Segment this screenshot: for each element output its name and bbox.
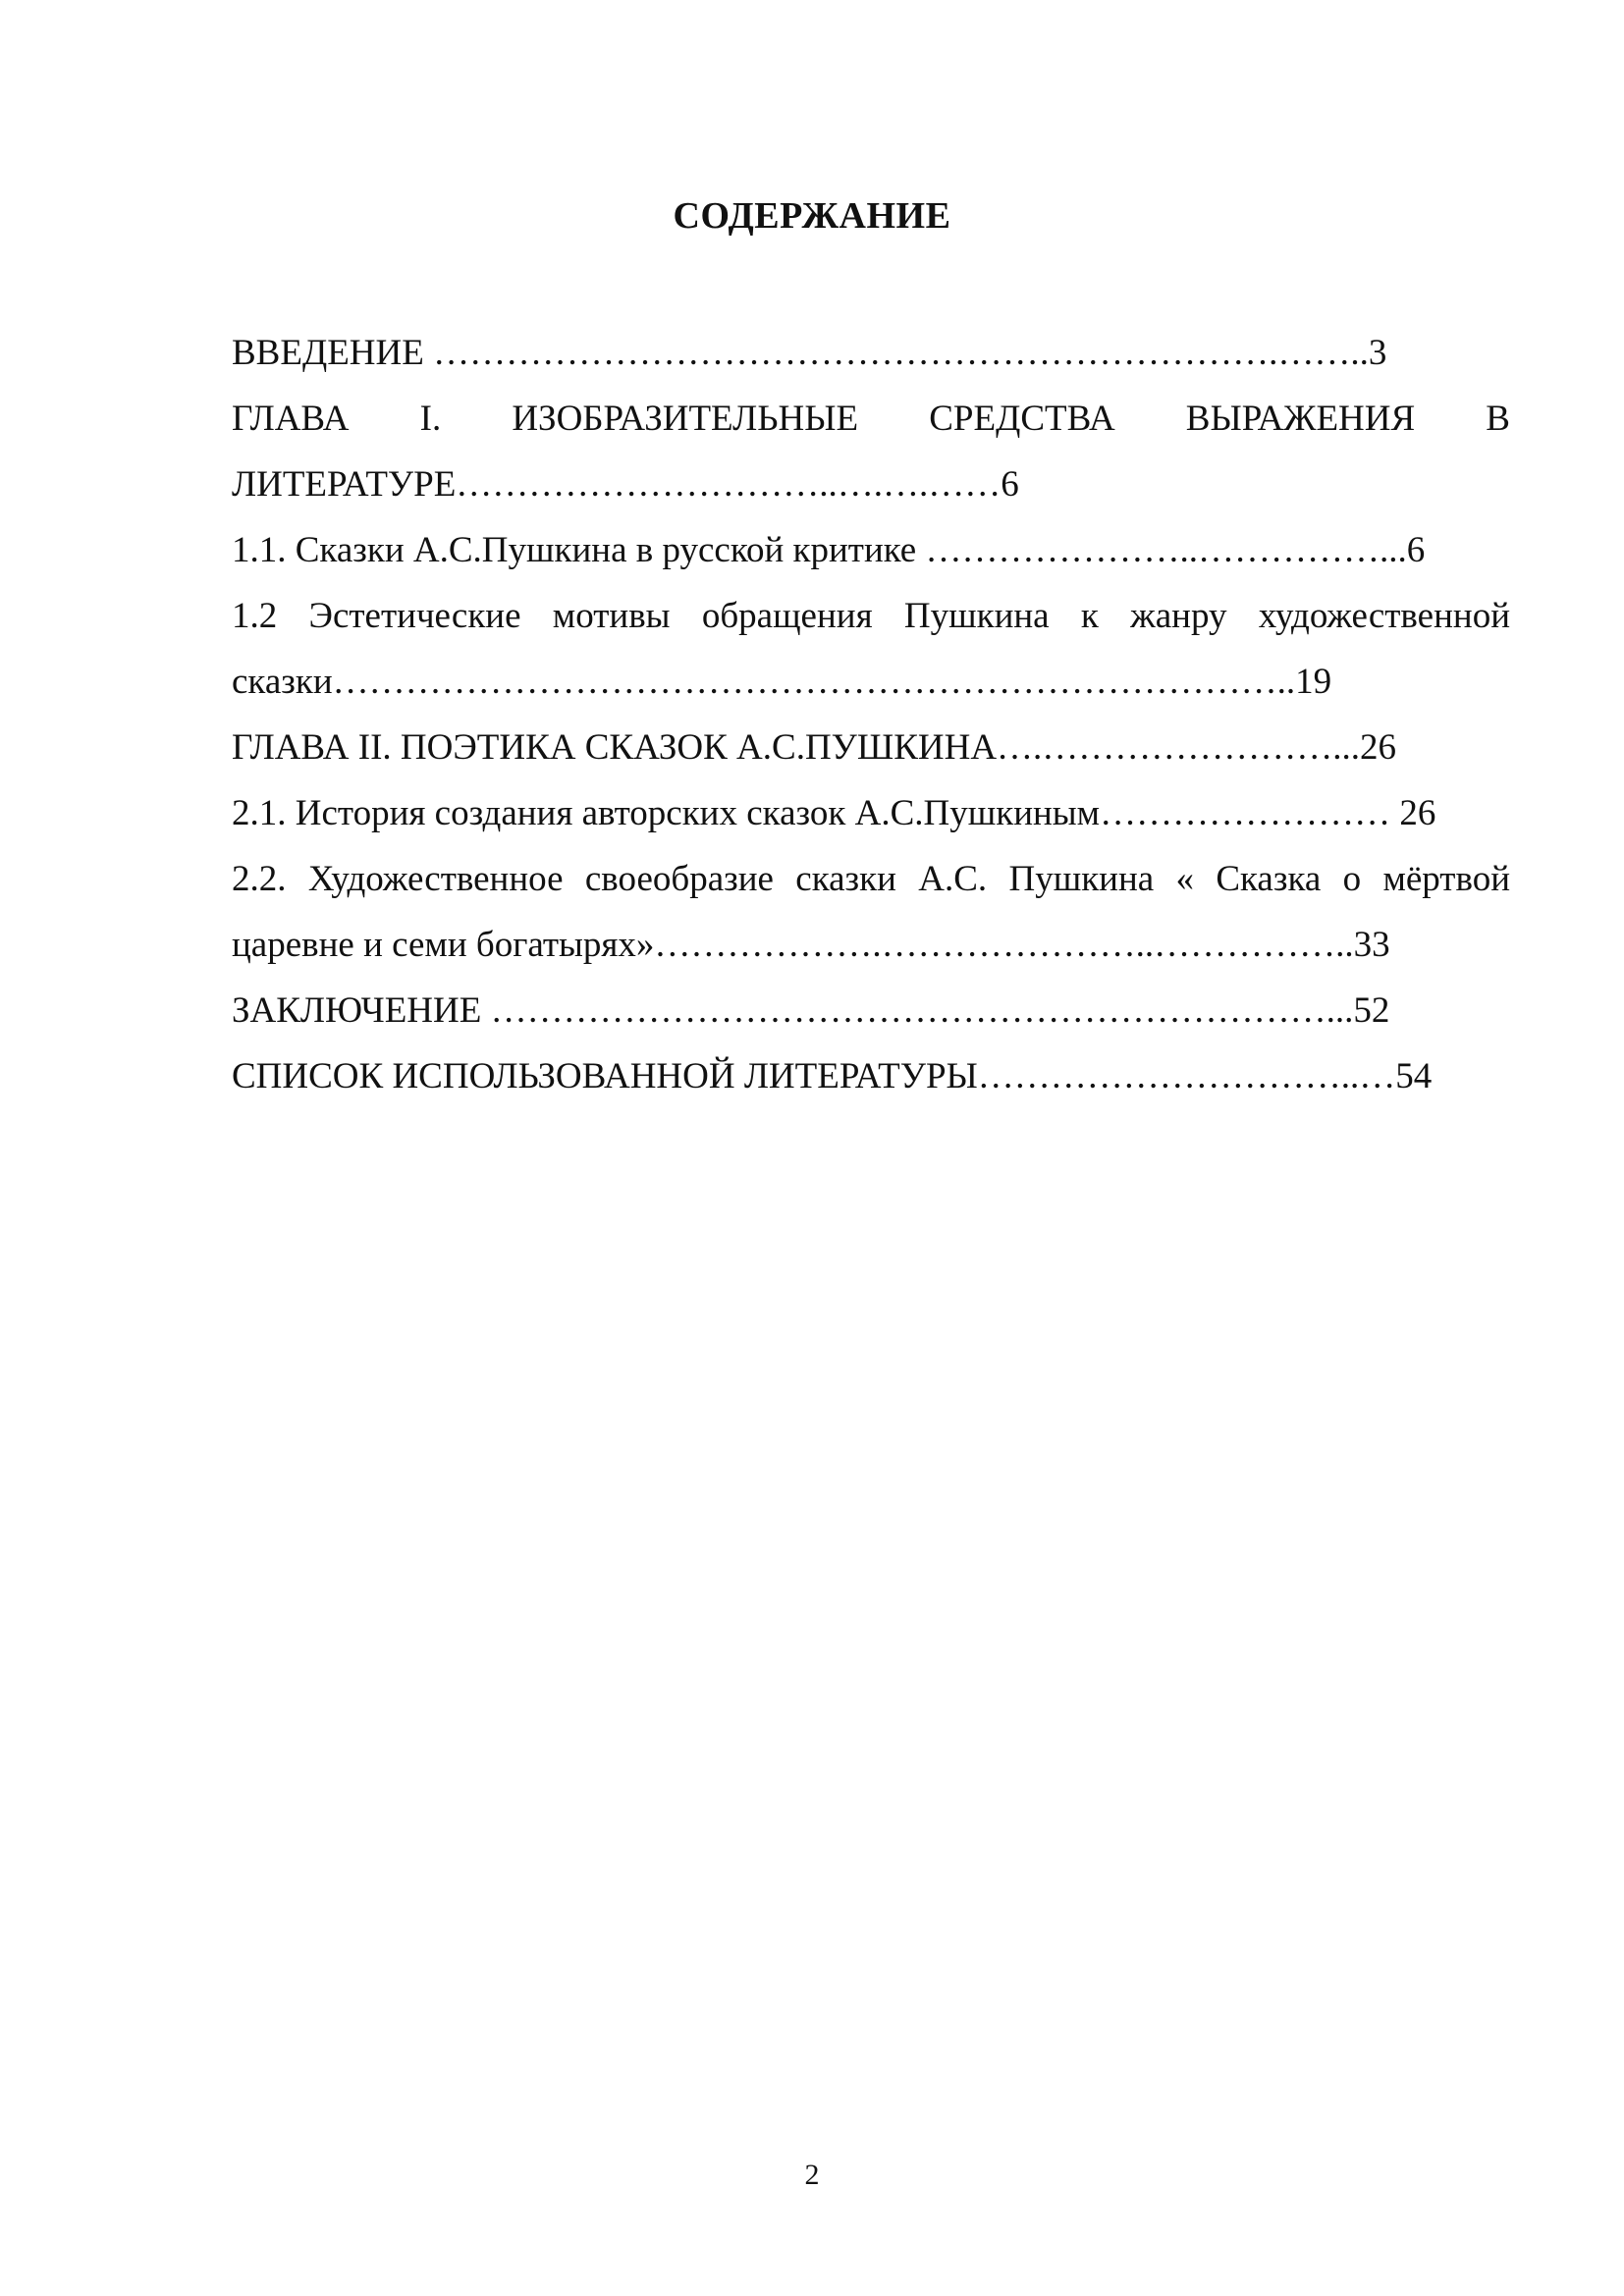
toc-entry-chapter-1-line-1: ГЛАВА I. ИЗОБРАЗИТЕЛЬНЫЕ СРЕДСТВА ВЫРАЖЕНИЯ В [232, 399, 1510, 439]
toc-entry-section-1-2-line-2: сказки……………………………………………………………………..19 [232, 662, 1332, 702]
toc-entry-introduction: ВВЕДЕНИЕ …………………………………………………………….……..3 [232, 333, 1387, 373]
table-of-contents [232, 320, 1510, 1109]
page-number: 2 [804, 2159, 820, 2191]
toc-entry-section-1-1: 1.1. Сказки А.С.Пушкина в русской критике …………………..……………...6 [232, 530, 1426, 570]
toc-entry-section-2-2-line-1: 2.2. Художественное своеобразие сказки А.С. Пушкина « Сказка о мёртвой [232, 859, 1510, 899]
toc-entry-chapter-1-line-2: ЛИТЕРАТУРЕ…………………………..….….……6 [232, 464, 1019, 505]
toc-entry-section-2-1: 2.1. История создания авторских сказок А.С.Пушкиным…………………… 26 [232, 793, 1436, 833]
toc-entry-section-1-2-line-1: 1.2 Эстетические мотивы обращения Пушкина к жанру художественной [232, 596, 1510, 636]
toc-entry-section-2-2-line-2: царевне и семи богатырях»……………….…………………..……………..33 [232, 925, 1390, 965]
toc-entry-chapter-2: ГЛАВА II. ПОЭТИКА СКАЗОК А.С.ПУШКИНА….……………………...26 [232, 727, 1397, 768]
toc-title: СОДЕРЖАНИЕ [673, 195, 951, 237]
toc-entry-conclusion: ЗАКЛЮЧЕНИЕ ……………………………………………………………...52 [232, 990, 1390, 1031]
toc-entry-bibliography: СПИСОК ИСПОЛЬЗОВАННОЙ ЛИТЕРАТУРЫ…………………………..…54 [232, 1056, 1433, 1096]
